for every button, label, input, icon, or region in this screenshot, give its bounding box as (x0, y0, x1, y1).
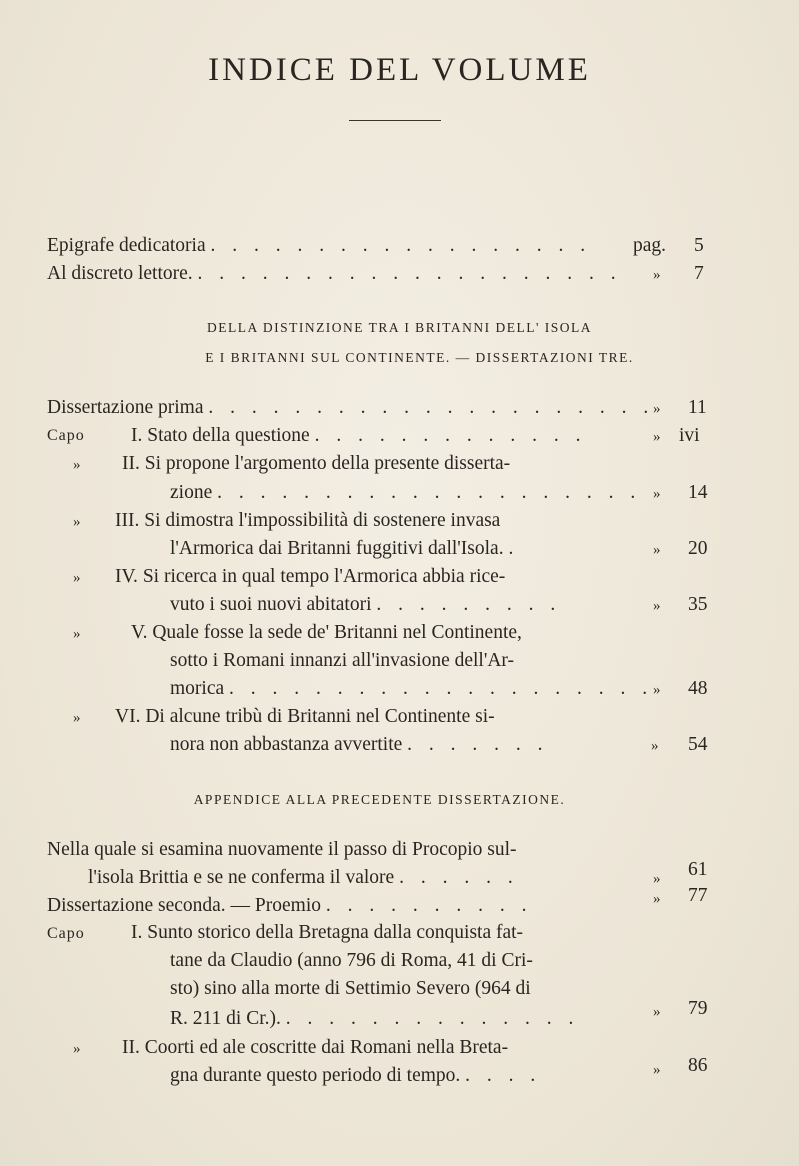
page-number: 61 (688, 859, 708, 880)
entry-text: Al discreto lettore. (47, 263, 193, 284)
chapter-number: I. (131, 922, 143, 943)
chapter-title-line-2: sotto i Romani innanzi all'invasione dell'Ar- (170, 650, 515, 671)
page-number: 7 (694, 263, 704, 284)
chapter-number: II. (122, 1037, 140, 1058)
chapter-2 (122, 452, 510, 476)
chapter-number: IV. (115, 566, 138, 587)
leader-dots: . . . . . . . . . . . . . . . . . . (210, 235, 592, 256)
appendix-heading: APPENDICE ALLA PRECEDENTE DISSERTAZIONE. (193, 792, 566, 807)
section-heading-line-1: DELLA DISTINZIONE TRA I BRITANNI DELL' ISOLA (206, 320, 593, 335)
chapter-title-line-1: Sunto storico della Bretagna dalla conquista fat- (147, 922, 524, 943)
appendix-entry (47, 838, 517, 862)
chapter-5-cont-1 (170, 649, 514, 673)
leader-dots: . (508, 538, 520, 559)
chapter-title-line-3: sto) sino alla morte di Settimio Severo (964 di (170, 978, 531, 999)
chapter-title: Stato della questione (147, 425, 310, 446)
entry-text-line-2: l'isola Brittia e se ne conferma il valore (88, 867, 395, 888)
chapter2-1 (131, 921, 523, 945)
chapter2-1-cont-2 (170, 977, 531, 1001)
chapter-title-line-2: zione (170, 482, 213, 503)
chapter-number: VI. (115, 706, 141, 727)
ditto-mark: » (651, 738, 659, 754)
chapter2-1-cont-3 (170, 1007, 579, 1031)
chapter-title-line-2: gna durante questo periodo di tempo. (170, 1065, 461, 1086)
ditto-mark: » (653, 598, 661, 614)
entry-text: Epigrafe dedicatoria (47, 235, 206, 256)
chapter-5-cont-2 (170, 677, 653, 701)
ditto-mark: » (653, 542, 661, 558)
title-rule (349, 120, 441, 121)
chapter-title-line-1: Si ricerca in qual tempo l'Armorica abbia rice- (142, 566, 506, 587)
chapter2-2 (122, 1036, 508, 1060)
page-number: 11 (688, 397, 707, 418)
leader-dots: . . . . (465, 1065, 542, 1086)
ditto-mark: » (653, 486, 661, 502)
page-number: 79 (688, 998, 708, 1019)
chapter-title-line-4: R. 211 di Cr.). (170, 1008, 281, 1029)
chapter-title-line-1: Si propone l'argomento della presente disserta- (144, 453, 511, 474)
chapter-title-line-1: Coorti ed ale coscritte dai Romani nella Breta- (144, 1037, 509, 1058)
chapter2-2-cont (170, 1064, 541, 1088)
ditto-mark: » (653, 429, 661, 445)
chapter-2-cont (170, 481, 641, 505)
leader-dots: . . . . . . . . . . . . . . . . . . . . (197, 263, 622, 284)
chapter-number: V. (131, 622, 148, 643)
appendix-entry-cont (88, 866, 519, 890)
ditto-mark: » (653, 871, 661, 887)
ditto-mark: » (73, 570, 81, 586)
chapter-title-line-2: tane da Claudio (anno 796 di Roma, 41 di Cri- (170, 950, 533, 971)
leader-dots: . . . . . . . . . . . . . . (285, 1008, 580, 1029)
chapter-title-line-1: Di alcune tribù di Britanni nel Continente si- (145, 706, 495, 727)
chapter-title-line-2: nora non abbastanza avvertite (170, 734, 403, 755)
leader-dots: . . . . . . (399, 867, 519, 888)
chapter-4-cont (170, 593, 561, 617)
chapter-3-cont (170, 537, 519, 561)
ditto-mark: » (653, 682, 661, 698)
chapter-3 (115, 509, 500, 533)
page-prefix: pag. (633, 235, 667, 256)
leader-dots: . . . . . . . . . . (325, 895, 533, 916)
capo-label: Capo (47, 427, 85, 444)
entry-text: Dissertazione prima (47, 397, 204, 418)
leader-dots: . . . . . . . . . . . . . . . . . . . . . (208, 397, 655, 418)
toc-entry-epigrafe (47, 234, 591, 258)
page-number: 20 (688, 538, 708, 559)
chapter-1 (131, 424, 586, 448)
chapter-6-cont (170, 733, 549, 757)
chapter-number: III. (115, 510, 140, 531)
ditto-mark: » (73, 514, 81, 530)
entry-text-line-1: Nella quale si esamina nuovamente il passo di Procopio sul- (47, 839, 517, 860)
page-number: 86 (688, 1055, 708, 1076)
chapter-6 (115, 705, 495, 729)
leader-dots: . . . . . . . (407, 734, 549, 755)
toc-entry-dissertazione-prima (47, 396, 654, 420)
toc-entry-dissertazione-seconda (47, 894, 533, 918)
leader-dots: . . . . . . . . . . . . . . . . . . . . (217, 482, 642, 503)
chapter-4 (115, 565, 505, 589)
ditto-mark: » (73, 1041, 81, 1057)
leader-dots: . . . . . . . . . . . . . . . . . . . . (229, 678, 654, 699)
chapter2-1-cont-1 (170, 949, 533, 973)
ditto-mark: » (653, 267, 661, 283)
chapter-title-line-2: vuto i suoi nuovi abitatori (170, 594, 372, 615)
page-number: 54 (688, 734, 708, 755)
page-number: 5 (694, 235, 704, 256)
page-number: 77 (688, 885, 708, 906)
page-number: 14 (688, 482, 708, 503)
page-number: ivi (679, 425, 700, 446)
chapter-title-line-2: l'Armorica dai Britanni fuggitivi dall'Isola. (170, 538, 504, 559)
chapter-5 (131, 621, 522, 645)
chapter-title-line-1: Si dimostra l'impossibilità di sostenere invasa (144, 510, 501, 531)
ditto-mark: » (653, 401, 661, 417)
toc-entry-lettore (47, 262, 622, 286)
page-number: 48 (688, 678, 708, 699)
entry-text: Dissertazione seconda. — Proemio (47, 895, 322, 916)
chapter-title-line-3: morica (170, 678, 225, 699)
ditto-mark: » (653, 891, 661, 907)
ditto-mark: » (653, 1062, 661, 1078)
leader-dots: . . . . . . . . . . . . . (314, 425, 587, 446)
chapter-title-line-1: Quale fosse la sede de' Britanni nel Continente, (152, 622, 522, 643)
ditto-mark: » (73, 457, 81, 473)
ditto-mark: » (73, 626, 81, 642)
section-heading-line-2: E I BRITANNI SUL CONTINENTE. — DISSERTAZIONI TRE. (205, 350, 634, 365)
capo-label: Capo (47, 925, 85, 942)
chapter-number: II. (122, 453, 140, 474)
page-title: INDICE DEL VOLUME (208, 52, 591, 88)
leader-dots: . . . . . . . . . (376, 594, 562, 615)
page-number: 35 (688, 594, 708, 615)
ditto-mark: » (73, 710, 81, 726)
ditto-mark: » (653, 1004, 661, 1020)
chapter-number: I. (131, 425, 143, 446)
